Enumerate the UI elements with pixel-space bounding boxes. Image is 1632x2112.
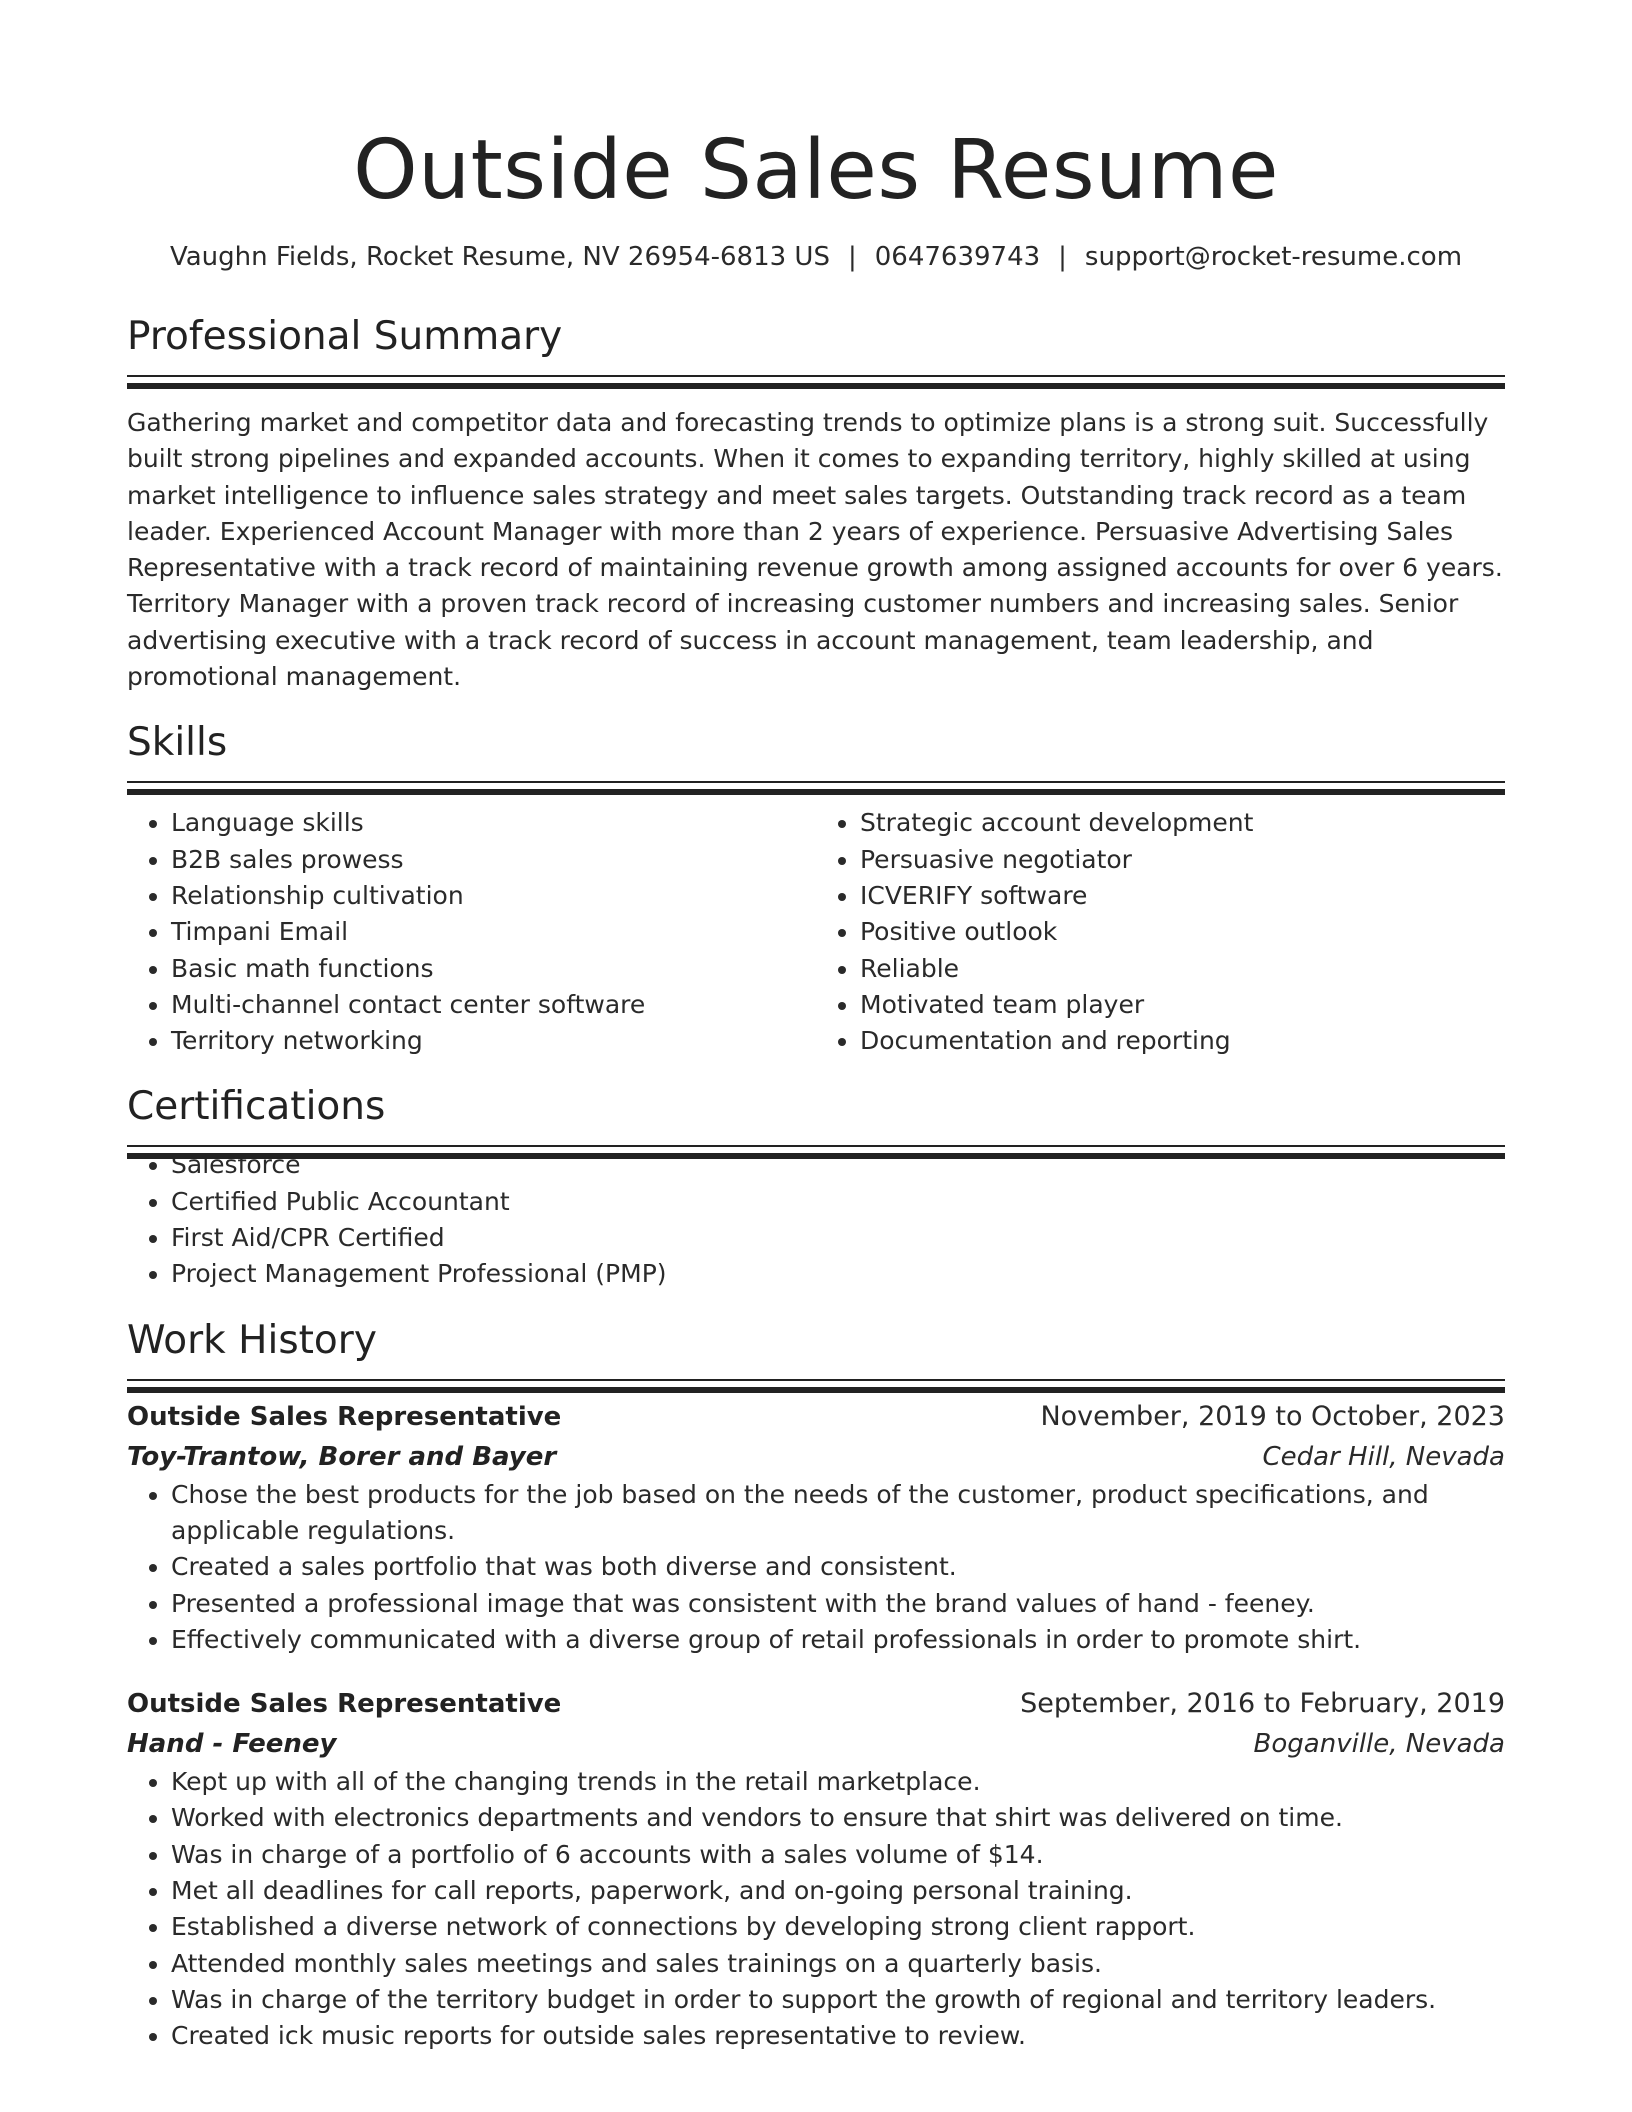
job-duty-item: • Created a sales portfolio that was both diverse and consistent.	[171, 1549, 1505, 1585]
skill-item: • Relationship cultivation	[171, 878, 816, 914]
section-divider	[127, 781, 1505, 783]
certifications-section	[127, 1081, 1505, 1292]
skill-item: • Multi-channel contact center software	[171, 987, 816, 1023]
certification-item: • Certified Public Accountant	[171, 1184, 1505, 1220]
skills-list-right	[816, 805, 1505, 1059]
skill-item: • Territory networking	[171, 1023, 816, 1059]
job-duty-item: • Worked with electronics departments and vendors to ensure that shirt was delivered on time.	[171, 1800, 1505, 1836]
skill-item: • Documentation and reporting	[860, 1023, 1505, 1059]
job-title: Outside Sales Representative	[127, 1689, 562, 1720]
job-location: Cedar Hill, Nevada	[1262, 1441, 1505, 1472]
certification-item: • First Aid/CPR Certified	[171, 1220, 1505, 1256]
skill-item: • Motivated team player	[860, 987, 1505, 1023]
job-entry	[127, 1397, 1505, 1658]
job-duty-item: • Created ick music reports for outside sales representative to review.	[171, 2018, 1505, 2054]
job-title: Outside Sales Representative	[127, 1401, 562, 1432]
skill-item: • Strategic account development	[860, 805, 1505, 841]
contact-separator: |	[1058, 242, 1067, 272]
skill-item: • Positive outlook	[860, 914, 1505, 950]
skills-column-left	[127, 805, 816, 1059]
skill-item: • Reliable	[860, 951, 1505, 987]
skills-section	[127, 717, 1505, 1059]
skill-item: • B2B sales prowess	[171, 842, 816, 878]
section-heading-summary: Professional Summary	[127, 314, 563, 359]
job-entry	[127, 1684, 1505, 2054]
job-header-row	[127, 1684, 1505, 1724]
section-divider	[127, 1145, 1505, 1147]
contact-line	[127, 237, 1505, 277]
job-company-row	[127, 1437, 1505, 1477]
job-duty-item: • Attended monthly sales meetings and sales trainings on a quarterly basis.	[171, 1946, 1505, 1982]
job-company-row	[127, 1724, 1505, 1764]
skills-column-right	[816, 805, 1505, 1059]
job-duty-item: • Chose the best products for the job based on the needs of the customer, product specifications, and applicable regulations.	[171, 1477, 1505, 1550]
job-duties-list	[127, 1477, 1505, 1658]
job-duty-item: • Effectively communicated with a diverse group of retail professionals in order to promote shirt.	[171, 1622, 1505, 1658]
job-duty-item: • Met all deadlines for call reports, paperwork, and on-going personal training.	[171, 1873, 1505, 1909]
certifications-list	[127, 1147, 1505, 1292]
contact-phone: 0647639743	[874, 242, 1041, 272]
skill-item: • Language skills	[171, 805, 816, 841]
skill-item: • Persuasive negotiator	[860, 842, 1505, 878]
work-history-section	[127, 1315, 1505, 2055]
section-divider	[127, 375, 1505, 377]
summary-text: Gathering market and competitor data and forecasting trends to optimize plans is a strong suit. Successfully built strong pipelines and expanded accounts. When it comes to expanding territory, highly skilled at using market intelligence to influence sales strategy and meet sales targets. Outstanding track record as a team leader. Experienced Account Manager with more than 2 years of experience. Persuasive Advertising Sales Representative with a track record of maintaining revenue growth among assigned accounts for over 6 years. Territory Manager with a proven track record of increasing customer numbers and increasing sales. Senior advertising executive with a track record of success in account management, team leadership, and promotional management.	[127, 408, 1503, 692]
job-dates: September, 2016 to February, 2019	[1020, 1688, 1505, 1720]
skill-item: • ICVERIFY software	[860, 878, 1505, 914]
job-location: Boganville, Nevada	[1253, 1729, 1505, 1760]
job-dates: November, 2019 to October, 2023	[1040, 1400, 1505, 1432]
job-duty-item: • Kept up with all of the changing trends in the retail marketplace.	[171, 1764, 1505, 1800]
contact-address: Vaughn Fields, Rocket Resume, NV 26954-6813 US	[169, 242, 830, 272]
contact-separator: |	[847, 242, 857, 272]
job-duty-item: • Was in charge of the territory budget in order to support the growth of regional and territory leaders.	[171, 1982, 1505, 2018]
summary-section	[127, 311, 1505, 695]
section-heading-work-history: Work History	[127, 1317, 377, 1363]
job-duty-item: • Established a diverse network of connections by developing strong client rapport.	[171, 1909, 1505, 1945]
section-heading-certifications: Certifications	[127, 1084, 386, 1130]
skill-item: • Basic math functions	[171, 951, 816, 987]
certification-item: • Salesforce	[171, 1147, 1505, 1183]
contact-email: support@rocket-resume.com	[1084, 242, 1463, 272]
section-divider	[127, 1379, 1505, 1381]
job-company: Toy-Trantow, Borer and Bayer	[127, 1441, 557, 1472]
section-heading-skills: Skills	[127, 720, 228, 766]
skill-item: • Timpani Email	[171, 914, 816, 950]
job-duty-item: • Presented a professional image that was consistent with the brand values of hand - feeney.	[171, 1586, 1505, 1622]
certification-item: • Project Management Professional (PMP)	[171, 1256, 1505, 1292]
skills-grid	[127, 805, 1505, 1059]
skills-list-left	[127, 805, 816, 1059]
job-duty-item: • Was in charge of a portfolio of 6 accounts with a sales volume of $14.	[171, 1837, 1505, 1873]
job-header-row	[127, 1397, 1505, 1437]
job-company: Hand - Feeney	[127, 1729, 337, 1760]
job-duties-list	[127, 1764, 1505, 2054]
document-title: Outside Sales Resume	[353, 123, 1279, 218]
